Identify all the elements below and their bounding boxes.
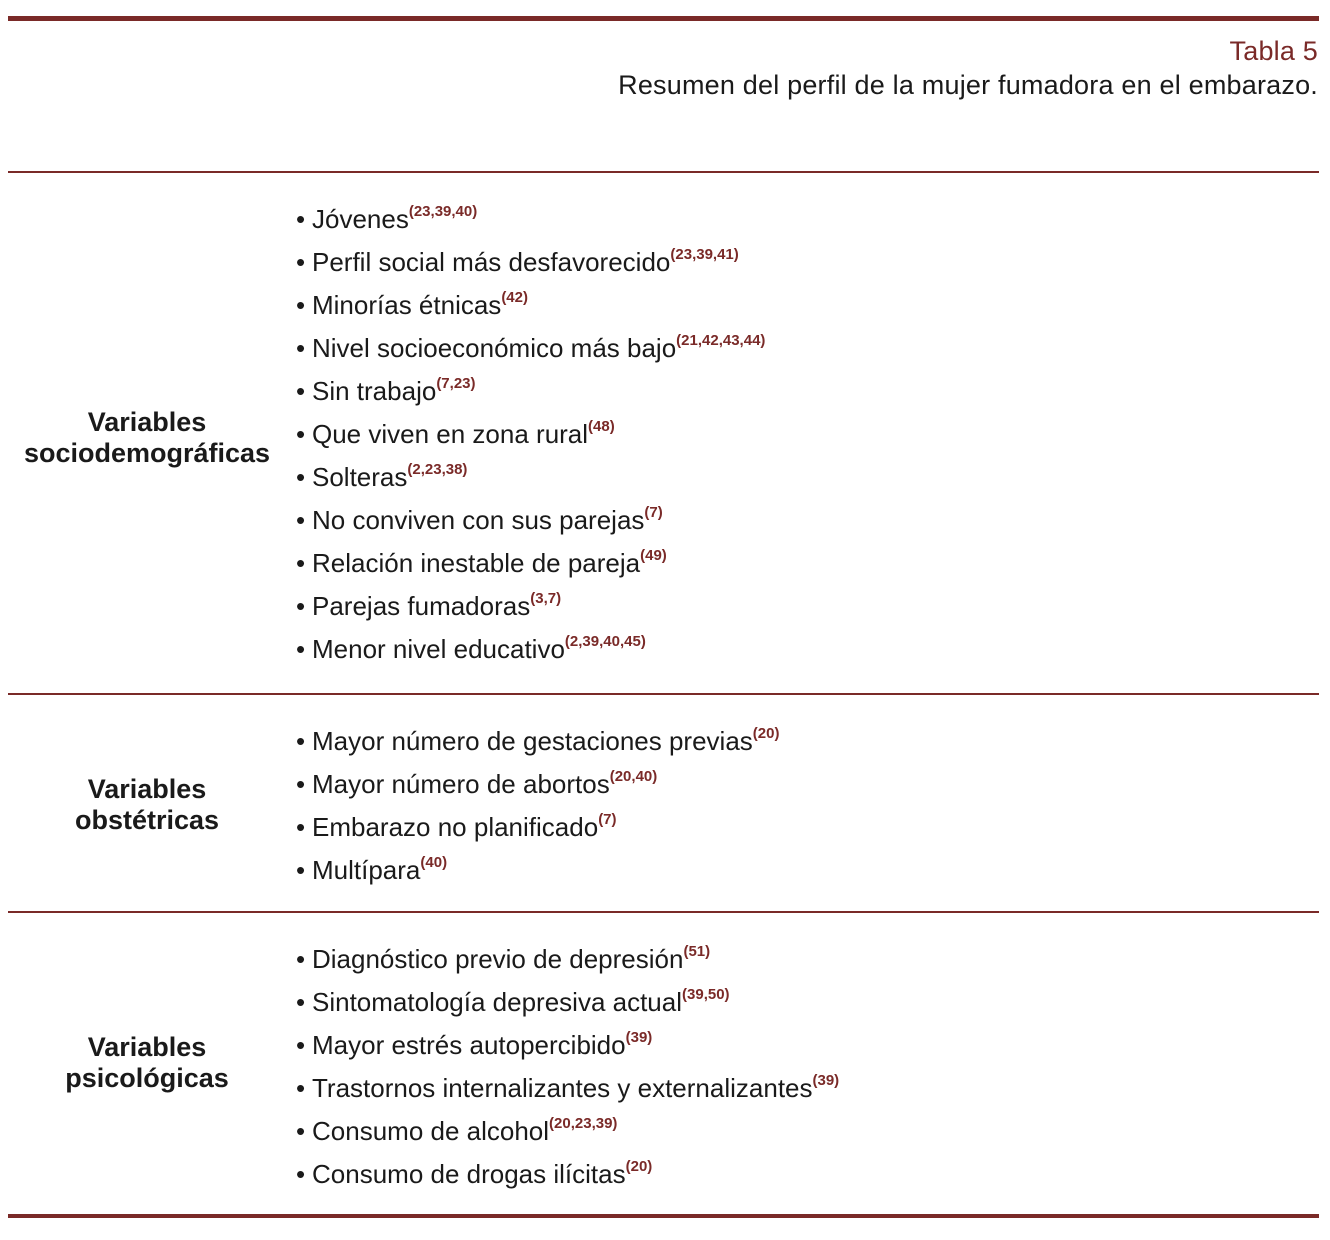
item-text: Parejas fumadoras	[312, 591, 531, 621]
section-label-sociodemograficas	[8, 190, 286, 685]
section-label-line: psicológicas	[65, 1063, 229, 1093]
item-text: Mayor estrés autopercibido	[312, 1030, 626, 1060]
bullet-icon: •	[296, 1073, 306, 1103]
table-number: Tabla 5	[1229, 36, 1318, 66]
item-reference: (39)	[812, 1072, 840, 1089]
list-item	[296, 806, 779, 849]
section-label-line: Variables	[87, 406, 207, 437]
bullet-icon: •	[296, 769, 306, 799]
item-text: Sin trabajo	[312, 376, 437, 406]
item-text: Trastornos internalizantes y externalizantes	[312, 1073, 813, 1103]
list-item	[296, 542, 765, 585]
item-reference: (2,23,38)	[407, 461, 468, 478]
item-reference: (21,42,43,44)	[676, 332, 766, 349]
item-text: Solteras	[312, 462, 408, 492]
item-text: Embarazo no planificado	[312, 812, 599, 842]
item-text: Mayor número de gestaciones previas	[312, 726, 753, 756]
bullet-icon: •	[296, 812, 306, 842]
bullet-icon: •	[296, 376, 306, 406]
row-divider	[8, 911, 1319, 913]
list-item	[296, 198, 765, 241]
list-obstetricas	[296, 720, 779, 892]
bullet-icon: •	[296, 987, 306, 1017]
list-item	[296, 763, 779, 806]
item-reference: (42)	[501, 289, 528, 306]
item-reference: (7)	[598, 811, 617, 828]
item-text: Sintomatología depresiva actual	[312, 987, 683, 1017]
item-reference: (3,7)	[530, 590, 562, 607]
item-reference: (20)	[625, 1158, 653, 1175]
item-text: Mayor número de abortos	[312, 769, 610, 799]
bullet-icon: •	[296, 855, 306, 885]
bullet-icon: •	[296, 634, 306, 664]
bullet-icon: •	[296, 1116, 306, 1146]
bullet-icon: •	[296, 1159, 306, 1189]
bullet-icon: •	[296, 548, 306, 578]
item-text: Diagnóstico previo de depresión	[312, 944, 684, 974]
bullet-icon: •	[296, 944, 306, 974]
item-text: No conviven con sus parejas	[312, 505, 645, 535]
list-item	[296, 628, 765, 671]
section-label-line: Variables	[87, 1032, 207, 1062]
bullet-icon: •	[296, 591, 306, 621]
list-item	[296, 1067, 839, 1110]
list-item	[296, 370, 765, 413]
item-text: Perfil social más desfavorecido	[312, 247, 671, 277]
bullet-icon: •	[296, 204, 306, 234]
item-text: Jóvenes	[312, 204, 409, 234]
bullet-icon: •	[296, 1030, 306, 1060]
bullet-icon: •	[296, 462, 306, 492]
item-reference: (20,23,39)	[549, 1115, 618, 1132]
item-reference: (51)	[683, 943, 711, 960]
top-rule	[8, 16, 1319, 21]
list-item	[296, 1024, 839, 1067]
item-reference: (39)	[625, 1029, 653, 1046]
item-text: Consumo de drogas ilícitas	[312, 1159, 626, 1189]
item-reference: (39,50)	[682, 986, 730, 1003]
list-item	[296, 585, 765, 628]
item-reference: (20,40)	[609, 768, 658, 785]
section-label-obstetricas	[8, 700, 286, 910]
item-reference: (40)	[420, 854, 448, 871]
list-psicologicas	[296, 938, 839, 1196]
header-rule	[8, 171, 1319, 173]
list-item	[296, 284, 765, 327]
item-reference: (23,39,41)	[670, 246, 739, 263]
item-text: Consumo de alcohol	[312, 1116, 550, 1146]
item-reference: (23,39,40)	[408, 203, 478, 220]
section-label-line: Variables	[87, 774, 207, 804]
item-reference: (48)	[588, 418, 615, 435]
item-text: Nivel socioeconómico más bajo	[312, 333, 677, 363]
list-item	[296, 981, 839, 1024]
list-item	[296, 1110, 839, 1153]
list-item	[296, 456, 765, 499]
item-reference: (7,23)	[436, 375, 476, 392]
list-item	[296, 938, 839, 981]
bullet-icon: •	[296, 247, 306, 277]
list-item	[296, 720, 779, 763]
section-label-line: obstétricas	[74, 805, 220, 835]
item-reference: (2,39,40,45)	[564, 633, 646, 650]
item-reference: (20)	[752, 725, 780, 742]
item-reference: (49)	[640, 547, 667, 564]
list-item	[296, 1153, 839, 1196]
bullet-icon: •	[296, 290, 306, 320]
row-divider	[8, 693, 1319, 695]
list-item	[296, 327, 765, 370]
table-caption	[618, 34, 1318, 102]
table-title: Resumen del perfil de la mujer fumadora en el embarazo.	[618, 70, 1318, 100]
item-text: Multípara	[312, 855, 421, 885]
section-label-psicologicas	[8, 918, 286, 1208]
bullet-icon: •	[296, 333, 306, 363]
list-item	[296, 849, 779, 892]
bullet-icon: •	[296, 505, 306, 535]
bottom-rule	[8, 1214, 1319, 1218]
item-text: Que viven en zona rural	[312, 419, 589, 449]
list-sociodemograficas	[296, 198, 765, 671]
item-text: Minorías étnicas	[312, 290, 502, 320]
item-text: Relación inestable de pareja	[312, 548, 641, 578]
item-reference: (7)	[644, 504, 663, 521]
list-item	[296, 413, 765, 456]
bullet-icon: •	[296, 726, 306, 756]
bullet-icon: •	[296, 419, 306, 449]
list-item	[296, 499, 765, 542]
list-item	[296, 241, 765, 284]
item-text: Menor nivel educativo	[312, 634, 565, 664]
section-label-line: sociodemográficas	[23, 437, 271, 468]
